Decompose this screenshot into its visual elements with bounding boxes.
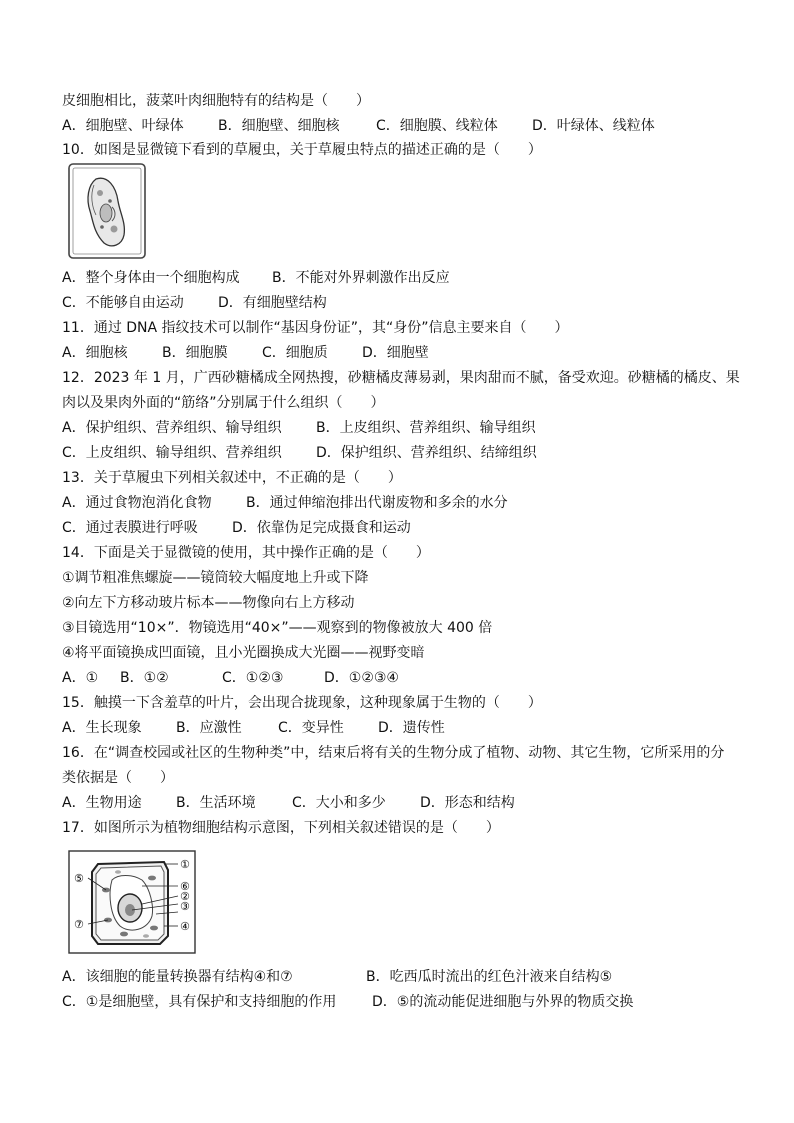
q14-item-1: ①调节粗准焦螺旋——镜筒较大幅度地上升或下降	[62, 570, 369, 586]
q10-option-d[interactable]: D．有细胞壁结构	[218, 295, 327, 311]
q17-option-b[interactable]: B．吃西瓜时流出的红色汁液来自结构⑤	[366, 969, 613, 985]
q14-item-3: ③目镜选用“10×”．物镜选用“40×”——观察到的物像被放大 400 倍	[62, 620, 493, 636]
q12-option-b[interactable]: B．上皮组织、营养组织、输导组织	[316, 420, 536, 436]
q11-option-c[interactable]: C．细胞质	[262, 345, 328, 361]
plant-cell-figure	[68, 850, 196, 954]
q13-option-a[interactable]: A．通过食物泡消化食物	[62, 495, 212, 511]
q9-stem: 皮细胞相比，菠菜叶肉细胞特有的结构是（ ）	[62, 93, 370, 109]
q12-option-a[interactable]: A．保护组织、营养组织、输导组织	[62, 420, 282, 436]
q16-stem-line1: 16．在“调查校园或社区的生物种类”中，结束后将有关的生物分成了植物、动物、其它生物，它所采用的分	[62, 745, 725, 761]
q16-stem-line2: 类依据是（ ）	[62, 770, 174, 786]
figure-label-6: ⑥	[180, 880, 190, 893]
q14-item-2: ②向左下方移动玻片标本——物像向右上方移动	[62, 595, 355, 611]
q17-option-c[interactable]: C．①是细胞壁，具有保护和支持细胞的作用	[62, 994, 337, 1010]
q15-stem: 15．触摸一下含羞草的叶片，会出现合拢现象，这种现象属于生物的（ ）	[62, 695, 542, 711]
q9-option-a[interactable]: A．细胞壁、叶绿体	[62, 118, 184, 134]
q15-option-a[interactable]: A．生长现象	[62, 720, 142, 736]
q12-option-c[interactable]: C．上皮组织、输导组织、营养组织	[62, 445, 282, 461]
figure-label-3: ③	[180, 900, 190, 913]
q17-option-d[interactable]: D．⑤的流动能促进细胞与外界的物质交换	[372, 994, 634, 1010]
figure-label-1: ①	[180, 858, 190, 871]
q11-stem: 11．通过 DNA 指纹技术可以制作“基因身份证”，其“身份”信息主要来自（ ）	[62, 320, 569, 336]
figure-label-5: ⑤	[74, 872, 84, 885]
q10-option-b[interactable]: B．不能对外界刺激作出反应	[272, 270, 450, 286]
q9-option-d[interactable]: D．叶绿体、线粒体	[532, 118, 655, 134]
q14-option-a[interactable]: A．①	[62, 670, 99, 686]
q17-stem: 17．如图所示为植物细胞结构示意图，下列相关叙述错误的是（ ）	[62, 820, 500, 836]
q14-option-d[interactable]: D．①②③④	[324, 670, 399, 686]
q12-option-d[interactable]: D．保护组织、营养组织、结缔组织	[316, 445, 537, 461]
plant-cell-diagram	[68, 850, 196, 954]
figure-label-7: ⑦	[74, 918, 84, 931]
q15-option-c[interactable]: C．变异性	[278, 720, 344, 736]
q16-option-c[interactable]: C．大小和多少	[292, 795, 386, 811]
figure-label-4: ④	[180, 920, 190, 933]
q12-stem-line2: 肉以及果肉外面的“筋络”分别属于什么组织（ ）	[62, 395, 385, 411]
paramecium-figure	[68, 163, 146, 259]
q13-option-b[interactable]: B．通过伸缩泡排出代谢废物和多余的水分	[246, 495, 508, 511]
q9-option-c[interactable]: C．细胞膜、线粒体	[376, 118, 498, 134]
q11-option-d[interactable]: D．细胞壁	[362, 345, 429, 361]
q16-option-d[interactable]: D．形态和结构	[420, 795, 515, 811]
figure-label-2: ②	[180, 890, 190, 903]
q17-option-a[interactable]: A．该细胞的能量转换器有结构④和⑦	[62, 969, 293, 985]
paramecium-image	[68, 163, 146, 259]
q16-option-b[interactable]: B．生活环境	[176, 795, 256, 811]
q12-stem-line1: 12．2023 年 1 月，广西砂糖橘成全网热搜，砂糖橘皮薄易剥，果肉甜而不腻，备受欢迎。砂糖橘的橘皮、果	[62, 370, 740, 386]
q10-option-a[interactable]: A．整个身体由一个细胞构成	[62, 270, 240, 286]
q14-option-b[interactable]: B．①②	[120, 670, 169, 686]
q11-option-b[interactable]: B．细胞膜	[162, 345, 228, 361]
q13-option-d[interactable]: D．依靠伪足完成摄食和运动	[232, 520, 411, 536]
q13-option-c[interactable]: C．通过表膜进行呼吸	[62, 520, 198, 536]
q11-option-a[interactable]: A．细胞核	[62, 345, 128, 361]
q15-option-b[interactable]: B．应激性	[176, 720, 242, 736]
q9-option-b[interactable]: B．细胞壁、细胞核	[218, 118, 340, 134]
q14-item-4: ④将平面镜换成凹面镜，且小光圈换成大光圈——视野变暗	[62, 645, 425, 661]
q16-option-a[interactable]: A．生物用途	[62, 795, 142, 811]
q14-option-c[interactable]: C．①②③	[222, 670, 284, 686]
q15-option-d[interactable]: D．遗传性	[378, 720, 445, 736]
q13-stem: 13．关于草履虫下列相关叙述中，不正确的是（ ）	[62, 470, 402, 486]
q10-option-c[interactable]: C．不能够自由运动	[62, 295, 184, 311]
q14-stem: 14．下面是关于显微镜的使用，其中操作正确的是（ ）	[62, 545, 430, 561]
q10-stem: 10．如图是显微镜下看到的草履虫，关于草履虫特点的描述正确的是（ ）	[62, 142, 542, 158]
